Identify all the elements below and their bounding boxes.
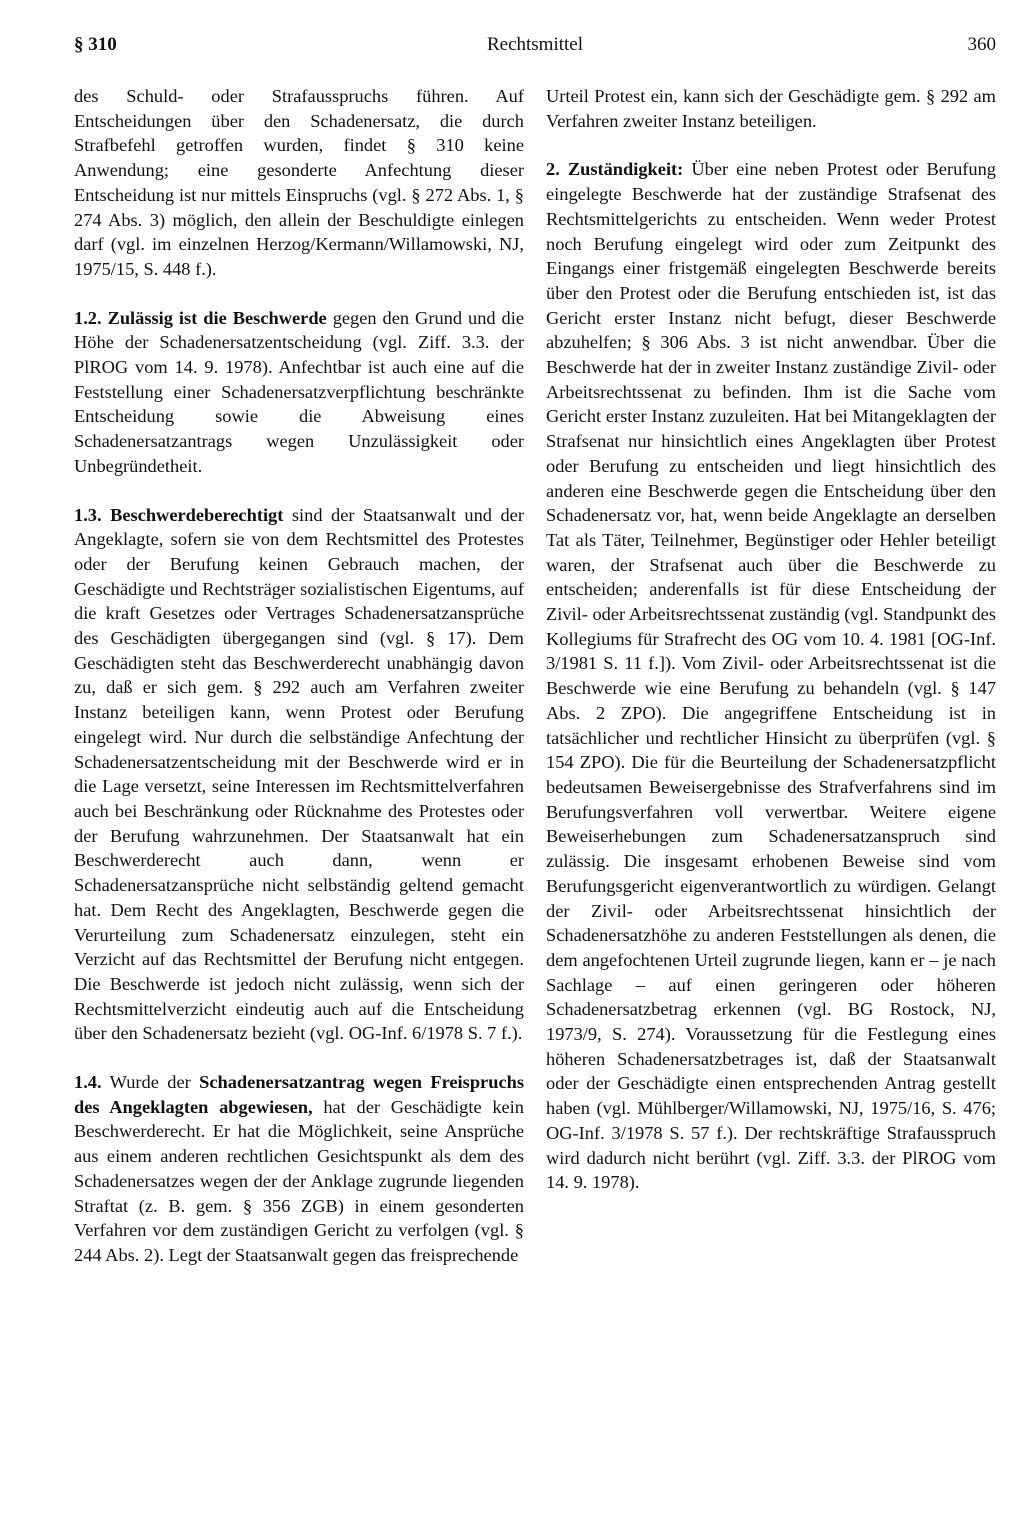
running-title: Rechtsmittel [486, 34, 584, 55]
paragraph-continuation [546, 84, 996, 133]
paragraph-text: gegen den Grund und die Höhe der Schadenersatzentscheidung (vgl. Ziff. 3.3. der PlROG vom 14. 9. 1978). Anfechtbar ist auch eine auf die Feststellung einer Schadenersatzverpflichtung beschränkte Entscheidung sowie die Abweisung eines Schadenersatzantrags wegen Unzulässigkeit oder Unbegründetheit. [74, 307, 525, 476]
paragraph-1-4 [74, 1070, 524, 1268]
paragraph-number: 1.4. [74, 1072, 102, 1093]
paragraph-heading: Schadenersatzantrag wegen Freispruchs des Angeklagten abgewiesen, [74, 1072, 524, 1117]
paragraph-1-3 [74, 503, 524, 1046]
paragraph-heading: Beschwerdeberechtigt [110, 504, 284, 525]
paragraph-continuation [74, 84, 524, 282]
paragraph-number: 1.3. [74, 504, 102, 525]
paragraph-text: hat der Geschädigte kein Beschwerderecht. Er hat die Möglichkeit, seine Ansprüche aus einem anderen rechtlichen Gesichtspunkt als dem des Schadenersatzes wegen der der Anklage zugrunde liegenden Straftat (z. B. gem. § 356 ZGB) in einem gesonderten Verfahren vor dem zuständigen Gericht zu verfolgen (vgl. § 244 Abs. 2). Legt der Staatsanwalt gegen das freisprechende [74, 1096, 524, 1265]
paragraph-lead-in: Wurde der [109, 1072, 191, 1093]
paragraph-2 [546, 157, 996, 1195]
page-number: 360 [967, 34, 996, 55]
paragraph-text: des Schuld- oder Strafausspruchs führen. Auf Entscheidungen über den Schadenersatz, die durch Strafbefehl getroffen wurden, findet § 310 keine Anwendung; eine gesonderte Anfechtung dieser Entscheidung ist nur mittels Einspruchs (vgl. § 272 Abs. 1, § 274 Abs. 3) möglich, den allein der Beschuldigte einlegen darf (vgl. im einzelnen Herzog/Kermann/Willamowski, NJ, 1975/15, S. 448 f.). [74, 86, 524, 279]
right-column [546, 84, 996, 1195]
paragraph-number: 2. [546, 159, 560, 180]
left-column [74, 84, 524, 1268]
page-header [74, 34, 996, 60]
paragraph-heading: Zulässig ist die Beschwerde [107, 307, 327, 328]
paragraph-text: Über eine neben Protest oder Berufung eingelegte Beschwerde hat der zuständige Strafsenat des Rechtsmittelgerichts zu entscheiden. Wenn weder Protest noch Berufung eingelegt wird oder zum Zeitpunkt des Eingangs einer fristgemäß eingelegten Beschwerde bereits über den Protest oder die Berufung entschieden ist, ist das Gericht erster Instanz nicht befugt, dieser Beschwerde abzuhelfen; § 306 Abs. 3 ist nicht anwendbar. Über die Beschwerde hat der in zweiter Instanz zuständige Zivil- oder Arbeitsrechtssenat zu befinden. Ihm ist die Sache vom Gericht erster Instanz zuzuleiten. Hat bei Mitangeklagten der Strafsenat nur hinsichtlich eines Angeklagten über Protest oder Berufung zu entscheiden und liegt hinsichtlich des anderen eine Beschwerde gegen die Entscheidung über den Schadenersatz vor, hat, wenn beide Angeklagte an derselben Tat als Täter, Teilnehmer, Begünstiger oder Hehler beteiligt waren, der Strafsenat auch über die Beschwerde zu entscheiden; anderenfalls ist für diese Entscheidung der Zivil- oder Arbeitsrechtssenat zuständig (vgl. Standpunkt des Kollegiums für Strafrecht des OG vom 10. 4. 1981 [OG-Inf. 3/1981 S. 11 f.]). Vom Zivil- oder Arbeitsrechtssenat ist die Beschwerde wie eine Berufung zu behandeln (vgl. § 147 Abs. 2 ZPO). Die angegriffene Entscheidung ist in tatsächlicher und rechtlicher Hinsicht zu überprüfen (vgl. § 154 ZPO). Die für die Beurteilung der Schadenersatzpflicht bedeutsamen Beweisergebnisse des Strafverfahrens sind im Berufungsverfahren voll verwertbar. Weitere eigene Beweiserhebungen zum Schadenersatzanspruch sind zulässig. Die insgesamt erhobenen Beweise sind vom Berufungsgericht eigenverantwortlich zu würdigen. Gelangt der Zivil- oder Arbeitsrechtssenat hinsichtlich der Schadenersatzhöhe zu anderen Feststellungen als denen, die dem angefochtenen Urteil zugrunde liegen, kann er – je nach Sachlage – auf einen geringeren oder höheren Schadenersatzbetrag erkennen (vgl. BG Rostock, NJ, 1973/9, S. 274). Voraussetzung für die Festlegung eines höheren Schadenersatzbetrages ist, daß der Staatsanwalt oder der Geschädigte einen entsprechenden Antrag gestellt haben (vgl. Mühlberger/Willamowski, NJ, 1975/16, S. 476; OG-Inf. 3/1978 S. 57 f.). Der rechtskräftige Strafausspruch wird dadurch nicht berührt (vgl. Ziff. 3.3. der PlROG vom 14. 9. 1978). [546, 159, 996, 1193]
paragraph-heading: Zuständigkeit: [567, 159, 684, 180]
paragraph-text: sind der Staatsanwalt und der Angeklagte, sofern sie von dem Rechtsmittel des Protestes oder der Berufung keinen Gebrauch machen, der Geschädigte und Rechtsträger sozialistischen Eigentums, auf die kraft Gesetzes oder Vertrages Schadenersatzansprüche des Geschädigten übergegangen sind (vgl. § 17). Dem Geschädigten steht das Beschwerderecht unabhängig davon zu, daß er sich gem. § 292 auch am Verfahren zweiter Instanz beteiligen kann, wenn Protest oder Berufung eingelegt wird. Nur durch die selbständige Anfechtung der Schadenersatzentscheidung mit der Beschwerde wird er in die Lage versetzt, seine Interessen im Rechtsmittelverfahren auch bei Beschränkung oder Rücknahme des Protestes oder der Berufung wahrzunehmen. Der Staatsanwalt hat ein Beschwerderecht auch dann, wenn er Schadenersatzansprüche nicht selbständig geltend gemacht hat. Dem Recht des Angeklagten, Beschwerde gegen die Verurteilung zum Schadenersatz einzulegen, steht ein Verzicht auf das Rechtsmittel der Berufung nicht entgegen. Die Beschwerde ist jedoch nicht zulässig, wenn sich der Rechtsmittelverzicht eindeutig auch auf die Entscheidung über den Schadenersatz bezieht (vgl. OG-Inf. 6/1978 S. 7 f.). [74, 504, 524, 1044]
paragraph-number: 1.2. [74, 307, 102, 328]
section-number: § 310 [74, 34, 117, 55]
paragraph-text: Urteil Protest ein, kann sich der Geschädigte gem. § 292 am Verfahren zweiter Instanz beteiligen. [546, 86, 996, 131]
paragraph-1-2 [74, 306, 524, 479]
